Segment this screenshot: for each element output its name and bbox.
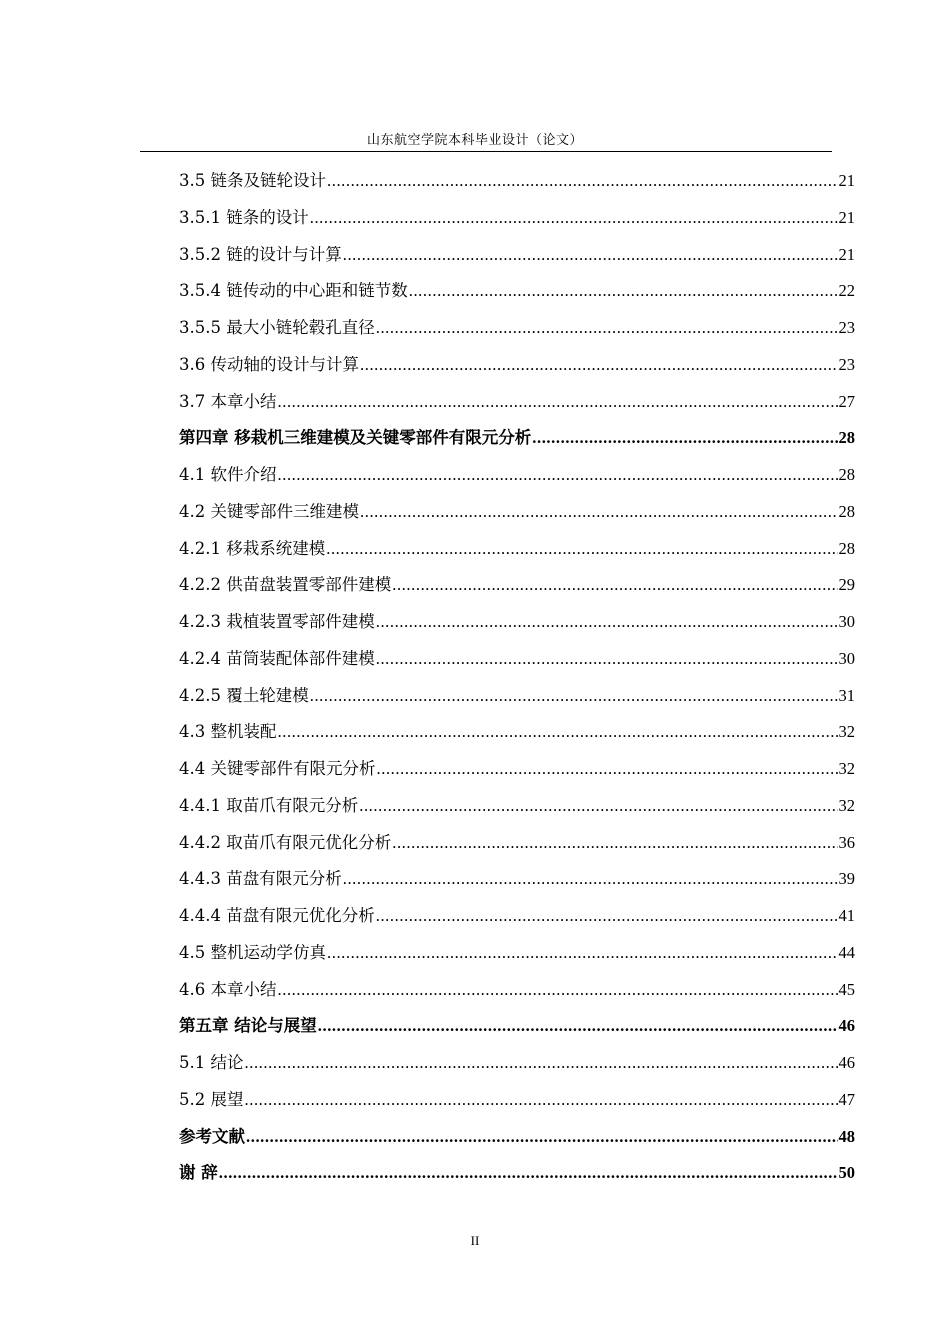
dot-leader <box>343 864 838 894</box>
toc-entry-page: 46 <box>838 1053 855 1072</box>
toc-entry-page: 41 <box>838 906 855 925</box>
toc-entry[interactable] <box>179 791 855 828</box>
toc-entry-page: 47 <box>838 1089 855 1109</box>
toc-entry-page: 29 <box>838 575 855 595</box>
dot-leader <box>278 387 838 417</box>
toc-entry-page: 32 <box>838 722 855 742</box>
toc-entry-title: 4.6 本章小结 <box>179 979 277 999</box>
toc-chapter-entry[interactable] <box>179 1122 855 1159</box>
toc-entry[interactable] <box>179 203 855 240</box>
dot-leader <box>246 1122 838 1152</box>
dot-leader <box>278 717 838 747</box>
toc-entry-page: 28 <box>838 465 855 484</box>
dot-leader <box>376 901 838 931</box>
dot-leader <box>343 240 838 270</box>
toc-entry-title: 4.2.4 苗筒装配体部件建模 <box>179 648 375 668</box>
dot-leader <box>360 497 838 527</box>
toc-entry-title: 3.5.1 链条的设计 <box>179 207 309 227</box>
toc-entry-title: 4.2.1 移栽系统建模 <box>179 538 326 558</box>
dot-leader <box>532 423 837 453</box>
toc-chapter-entry[interactable] <box>179 1011 855 1048</box>
toc-entry-page: 32 <box>838 759 855 778</box>
toc-entry-page: 46 <box>838 1016 855 1036</box>
dot-leader <box>392 828 837 858</box>
toc-entry[interactable] <box>179 570 855 607</box>
dot-leader <box>245 1048 838 1078</box>
toc-entry-title: 4.4.1 取苗爪有限元分析 <box>179 795 359 815</box>
dot-leader <box>219 1158 838 1188</box>
dot-leader <box>310 681 838 711</box>
toc-entry-title: 4.3 整机装配 <box>179 722 277 742</box>
toc-entry[interactable] <box>179 276 855 313</box>
toc-entry-title: 4.4.3 苗盘有限元分析 <box>179 869 342 889</box>
toc-entry[interactable] <box>179 644 855 681</box>
toc-entry-page: 50 <box>838 1163 855 1183</box>
toc-entry-title: 3.5.5 最大小链轮毂孔直径 <box>179 318 375 337</box>
dot-leader <box>278 975 838 1005</box>
toc-entry-page: 28 <box>838 538 855 558</box>
toc-entry-page: 28 <box>838 501 855 521</box>
toc-entry-page: 48 <box>838 1126 855 1146</box>
toc-entry-title: 5.2 展望 <box>179 1089 244 1109</box>
header-divider <box>140 151 832 152</box>
dot-leader <box>360 350 838 380</box>
dot-leader <box>310 203 838 233</box>
toc-entry-title: 3.5.2 链的设计与计算 <box>179 244 342 264</box>
toc-entry-title: 4.2.2 供苗盘装置零部件建模 <box>179 575 392 595</box>
dot-leader <box>318 1011 838 1041</box>
toc-entry-title: 4.5 整机运动学仿真 <box>179 942 326 962</box>
toc-entry-title: 4.2.5 覆土轮建模 <box>179 685 309 705</box>
toc-entry-title: 3.5 链条及链轮设计 <box>179 171 326 190</box>
toc-entry[interactable] <box>179 166 855 203</box>
toc-entry[interactable] <box>179 975 855 1012</box>
toc-entry-page: 44 <box>838 942 855 962</box>
toc-entry[interactable] <box>179 350 855 387</box>
dot-leader <box>376 313 838 343</box>
dot-leader <box>245 1085 838 1115</box>
toc-chapter-entry[interactable] <box>179 1158 855 1195</box>
toc-entry-page: 23 <box>838 354 855 374</box>
dot-leader <box>327 166 838 196</box>
toc-entry[interactable] <box>179 240 855 277</box>
page-header: 山东航空学院本科毕业设计（论文） <box>366 133 583 148</box>
toc-entry-page: 28 <box>838 428 855 448</box>
toc-entry-title: 4.1 软件介绍 <box>179 465 277 484</box>
toc-entry-page: 30 <box>838 612 855 631</box>
dot-leader <box>327 938 838 968</box>
toc-entry[interactable] <box>179 717 855 754</box>
dot-leader <box>377 754 838 784</box>
toc-entry[interactable] <box>179 864 855 901</box>
toc-entry-title: 4.4.2 取苗爪有限元优化分析 <box>179 832 392 852</box>
page-number: II <box>470 1233 480 1248</box>
toc-entry[interactable] <box>179 828 855 865</box>
toc-entry-title: 参考文献 <box>179 1126 245 1146</box>
toc-entry-title: 4.4.4 苗盘有限元优化分析 <box>179 906 375 925</box>
toc-entry-title: 4.2 关键零部件三维建模 <box>179 501 359 521</box>
toc-entry-title: 3.6 传动轴的设计与计算 <box>179 354 359 374</box>
toc-entry[interactable] <box>179 497 855 534</box>
toc-entry-page: 21 <box>838 171 855 190</box>
toc-entry[interactable] <box>179 1048 855 1085</box>
toc-entry-title: 第四章 移栽机三维建模及关键零部件有限元分析 <box>179 428 532 448</box>
toc-entry-page: 36 <box>838 832 855 852</box>
toc-entry-title: 3.5.4 链传动的中心距和链节数 <box>179 281 408 301</box>
toc-entry-title: 5.1 结论 <box>179 1053 244 1072</box>
table-of-contents <box>179 166 855 1195</box>
toc-entry-page: 39 <box>838 869 855 889</box>
toc-entry[interactable] <box>179 534 855 571</box>
toc-entry[interactable] <box>179 938 855 975</box>
dot-leader <box>376 644 838 674</box>
toc-entry[interactable] <box>179 901 855 938</box>
toc-entry[interactable] <box>179 387 855 424</box>
toc-entry-page: 27 <box>838 391 855 411</box>
toc-entry[interactable] <box>179 754 855 791</box>
toc-entry-page: 21 <box>838 207 855 227</box>
toc-entry-page: 22 <box>838 281 855 301</box>
toc-entry[interactable] <box>179 681 855 718</box>
toc-entry[interactable] <box>179 313 855 350</box>
toc-entry-page: 30 <box>838 648 855 668</box>
dot-leader <box>409 276 838 306</box>
toc-entry[interactable] <box>179 460 855 497</box>
dot-leader <box>326 534 837 564</box>
dot-leader <box>376 607 838 637</box>
toc-entry-page: 31 <box>838 685 855 705</box>
toc-entry-page: 21 <box>838 244 855 264</box>
toc-entry[interactable] <box>179 607 855 644</box>
toc-entry-title: 谢 辞 <box>179 1163 218 1183</box>
dot-leader <box>359 791 837 821</box>
toc-chapter-entry[interactable] <box>179 423 855 460</box>
toc-entry-page: 23 <box>838 318 855 337</box>
dot-leader <box>392 570 837 600</box>
toc-entry-title: 4.4 关键零部件有限元分析 <box>179 759 376 778</box>
toc-entry-page: 32 <box>838 795 855 815</box>
toc-entry[interactable] <box>179 1085 855 1122</box>
toc-entry-title: 4.2.3 栽植装置零部件建模 <box>179 612 375 631</box>
dot-leader <box>278 460 838 490</box>
toc-entry-title: 3.7 本章小结 <box>179 391 277 411</box>
toc-entry-page: 45 <box>838 979 855 999</box>
toc-entry-title: 第五章 结论与展望 <box>179 1016 317 1036</box>
